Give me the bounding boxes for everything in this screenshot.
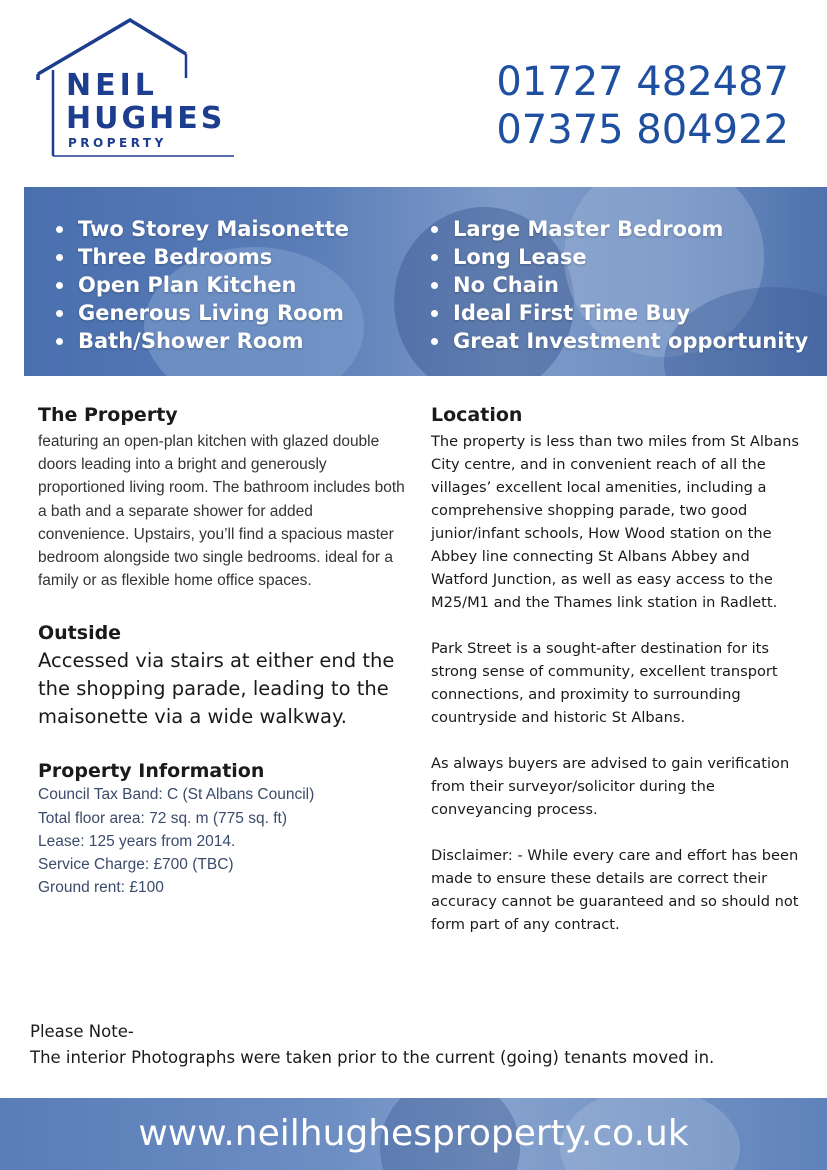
phone-numbers xyxy=(496,58,789,154)
property-info-item: Total floor area: 72 sq. m (775 sq. ft) xyxy=(38,809,287,827)
location-paragraph: Park Street is a sought-after destination for its strong sense of community, excellent transport connections, and proximity to surrounding countryside and historic St Albans. xyxy=(431,640,778,726)
advice-paragraph: As always buyers are advised to gain verification from their surveyor/solicitor during the conveyancing process. xyxy=(431,755,790,818)
location-text xyxy=(431,430,799,936)
location-paragraph: The property is less than two miles from St Albans City centre, and in convenient reach of all the villages’ excellent local amenities, including a comprehensive shopping parade, two good junior/infant schools, How Wood station on the Abbey line connecting St Albans Abbey and Watford Junction, as well as easy access to the M25/M1 and the Thames link station in Radlett. xyxy=(431,433,799,611)
feature-item: Long Lease xyxy=(427,243,808,271)
footer-banner xyxy=(0,1098,827,1170)
company-logo xyxy=(34,18,239,160)
feature-item: Three Bedrooms xyxy=(52,243,349,271)
logo-line-hughes: HUGHES xyxy=(66,101,226,136)
outside-heading: Outside xyxy=(38,622,122,645)
logo-line-property: PROPERTY xyxy=(68,136,167,150)
website-link[interactable]: www.neilhughesproperty.co.uk xyxy=(138,1113,689,1154)
location-heading: Location xyxy=(431,404,523,426)
feature-item: Open Plan Kitchen xyxy=(52,271,349,299)
features-list-right xyxy=(427,215,808,355)
feature-item: No Chain xyxy=(427,271,808,299)
property-info-item: Ground rent: £100 xyxy=(38,879,164,897)
property-info-item: Service Charge: £700 (TBC) xyxy=(38,856,234,874)
left-column xyxy=(38,403,408,899)
property-info-heading: Property Information xyxy=(38,760,265,783)
logo-line-neil: NEIL xyxy=(66,68,158,103)
feature-item: Generous Living Room xyxy=(52,299,349,327)
features-banner xyxy=(24,187,827,376)
property-description: featuring an open-plan kitchen with glazed double doors leading into a bright and generously proportioned living room. The bathroom includes both a bath and a separate shower for added convenience. Upstairs, you’ll find a spacious master bedroom alongside two single bedrooms. ideal for a family or as flexible home office spaces. xyxy=(38,433,405,590)
phone-number-mobile[interactable]: 07375 804922 xyxy=(496,107,789,153)
phone-number-landline[interactable]: 01727 482487 xyxy=(496,59,789,105)
property-info-item: Lease: 125 years from 2014. xyxy=(38,832,236,850)
feature-item: Two Storey Maisonette xyxy=(52,215,349,243)
feature-item: Ideal First Time Buy xyxy=(427,299,808,327)
note-body: The interior Photographs were taken prior to the current (going) tenants moved in. xyxy=(30,1048,715,1067)
feature-item: Large Master Bedroom xyxy=(427,215,808,243)
feature-item: Great Investment opportunity xyxy=(427,327,808,355)
note-title: Please Note- xyxy=(30,1022,134,1041)
property-heading: The Property xyxy=(38,404,178,426)
features-list-left xyxy=(52,215,349,355)
disclaimer-paragraph: Disclaimer: - While every care and effort has been made to ensure these details are correct their accuracy cannot be guaranteed and so should not form part of any contract. xyxy=(431,847,799,933)
right-column xyxy=(431,403,799,936)
feature-item: Bath/Shower Room xyxy=(52,327,349,355)
outside-description: Accessed via stairs at either end the the shopping parade, leading to the maisonette via a wide walkway. xyxy=(38,649,395,729)
property-info-item: Council Tax Band: C (St Albans Council) xyxy=(38,786,315,804)
please-note xyxy=(30,1019,820,1071)
property-info-list xyxy=(38,783,408,899)
